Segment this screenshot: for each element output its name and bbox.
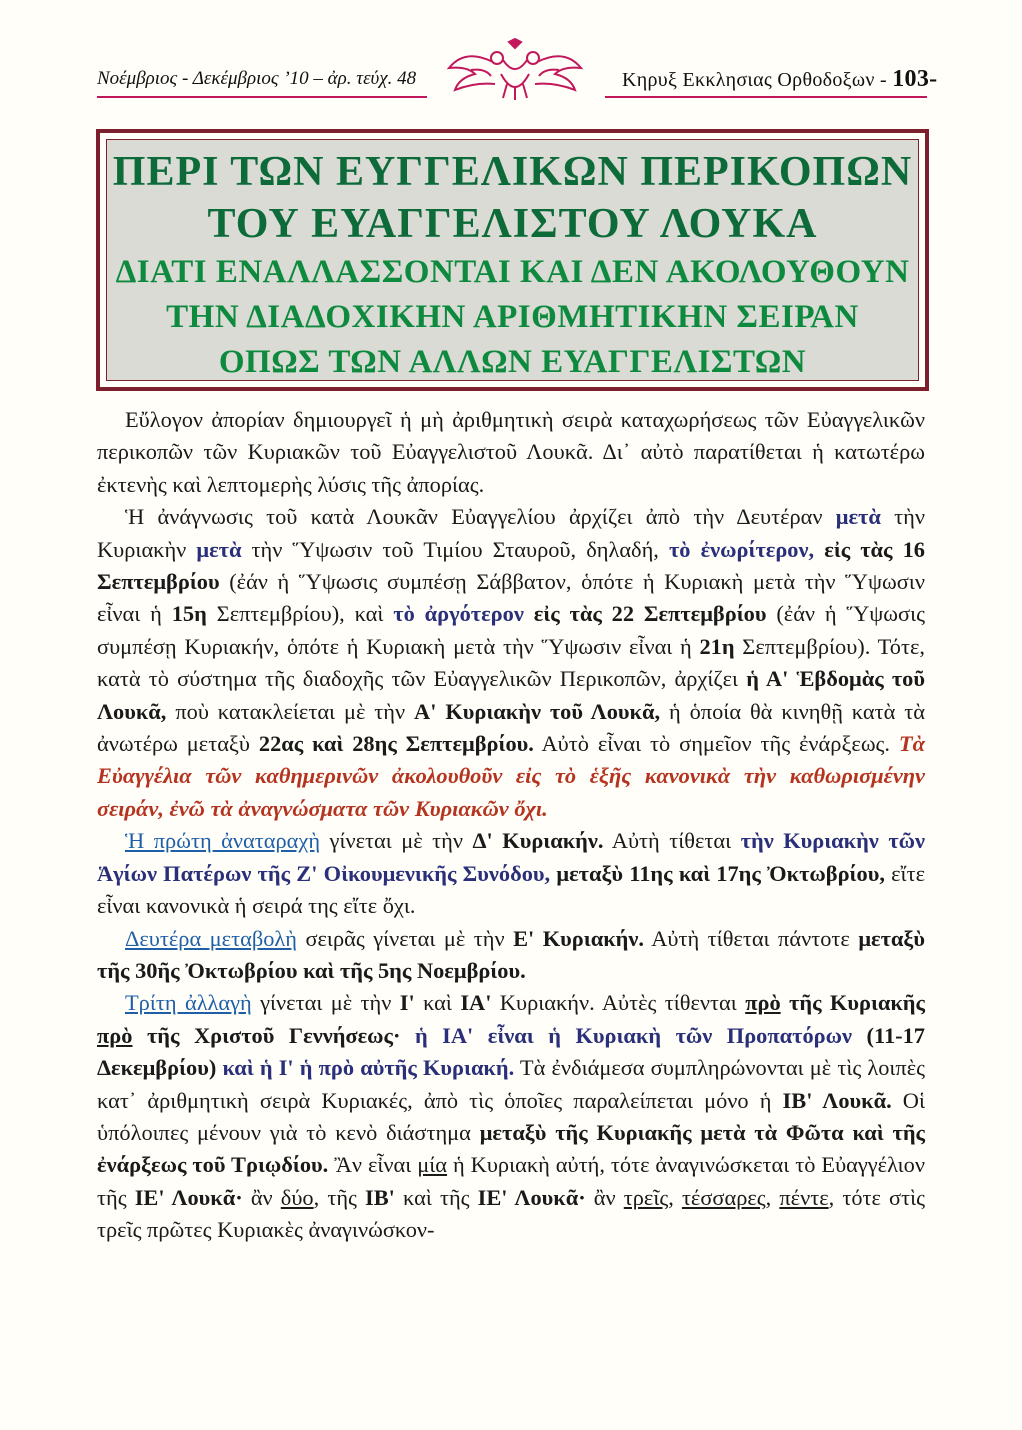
emphasis: 21η [699,633,735,659]
text: καὶ τῆς [394,1184,478,1210]
emphasis: ΙΑ' [460,990,492,1016]
emphasis: καὶ ἡ Ι' ἡ πρὸ αὐτῆς Κυριακή. [222,1055,515,1081]
emphasis: ΙΒ' [365,1184,395,1210]
journal-name: Κηρυξ Εκκλησιας Ορθοδοξων - [622,69,887,91]
text [781,990,789,1015]
emphasis: εἰς τὰς 22 Σεπτεμβρίου [533,601,767,627]
text: Αὐτὸ εἶναι τὸ σημεῖον τῆς ἐνάρξεως. [533,731,899,757]
emphasis: ἡ ΙΑ' εἶναι ἡ Κυριακὴ τῶν Προπατόρων [414,1022,853,1048]
article-body [97,404,925,1247]
emphasis: μεταξὺ τῆς 30ῆς Ὀκτωβρίου καὶ τῆς 5ης Νοεμβρίου. [97,925,925,983]
paragraph-intro: Εὔλογον ἀπορίαν δημιουργεῖ ἡ μὴ ἀριθμητικὴ σειρὰ καταχωρήσεως τῶν Εὐαγγελικῶν περικοπῶν τῶν Κυριακῶν τοῦ Εὐαγγελιστοῦ Λουκᾶ. Δι᾽ αὐτὸ παρατίθεται ἡ κατωτέρω ἐκτενὴς καὶ λεπτομερὴς λύσις τῆς ἀπορίας. [97,407,925,497]
text: ἡ ὁποία θὰ κινηθῇ κατὰ τὰ ἀνωτέρω μεταξὺ [97,698,925,757]
emphasis: μεταξὺ τῆς Κυριακῆς μετὰ τὰ Φῶτα καὶ τῆς ἐνάρξεως τοῦ Τριῳδίου. [97,1119,926,1178]
emphasis: πρὸ [97,1022,133,1048]
text: σειρᾶς γίνεται μὲ τὴν [296,925,514,951]
paragraph-first-change [97,825,925,922]
page-header [0,0,1022,110]
emphasis: ΙΕ' Λουκᾶ· [477,1184,586,1210]
text: Ἡ ἀνάγνωσις τοῦ κατὰ Λουκᾶν Εὐαγγελίου ἀρχίζει ἀπὸ τὴν Δευτέραν [125,504,836,530]
second-change-link: Δευτέρα μεταβολὴ [125,925,297,951]
title-box [96,129,929,391]
text: καὶ [414,990,461,1016]
text [132,1023,147,1048]
underlined: δύο [280,1184,314,1210]
underlined: τρεῖς [623,1184,669,1210]
emphasis: πρὸ [745,990,781,1016]
first-change-link: Ἡ πρώτη ἀναταραχὴ [125,828,321,854]
third-change-link: Τρίτη ἀλλαγὴ [125,990,252,1016]
text [814,537,824,562]
emphasis: (11-17 Δεκεμβρίου) [97,1022,925,1081]
text: Κυριακήν. Αὐτὲς τίθενται [491,990,746,1016]
text: Αὐτὴ τίθεται [603,828,741,854]
subtitle-line-2: ΤΗΝ ΔΙΑΔΟΧΙΚΗΝ ΑΡΙΘΜΗΤΙΚΗΝ ΣΕΙΡΑΝ [166,299,859,335]
text: (ἐάν ἡ Ὕψωσις συμπέσῃ Σάββατον, ὁπότε ἡ Κυριακὴ μετὰ τὴν Ὕψωσιν εἶναι ἡ [97,569,925,627]
emphasis: Δ' Κυριακήν. [472,828,604,854]
header-rule-right [605,96,927,98]
text: , [668,1184,682,1210]
text: Σεπτεμβρίου), καὶ [206,601,394,627]
emphasis: Ι' [399,990,415,1016]
text: Ἂν εἶναι [328,1152,418,1178]
text: Οἱ ὑπόλοιπες μένουν γιὰ τὸ κενὸ διάστημα [97,1087,925,1145]
emphasis: τὴν Κυριακὴν τῶν Ἁγίων Πατέρων τῆς Ζ' Οἰκουμενικῆς Συνόδου, [97,828,926,886]
emphasis: 22ας καὶ 28ης Σεπτεμβρίου. [258,731,534,757]
text: ἂν [585,1184,624,1210]
text: , τῆς [313,1184,366,1210]
text [400,1023,415,1048]
text: τὴν Ὕψωσιν τοῦ Τιμίου Σταυροῦ, δηλαδή, [241,536,669,562]
text: τὴν Κυριακὴν [97,504,925,562]
text: Τὰ ἐνδιάμεσα συμπληρώνονται μὲ τὶς λοιπὲς κατ᾽ ἀριθμητικὴ σειρὰ Κυριακές, ἀπὸ τὶς ὁποῖες παραλείπεται μόνο ἡ [97,1055,926,1113]
text: , [765,1184,780,1210]
emphasis: Ε' Κυριακήν. [513,925,644,951]
text: Σεπτεμβρίου). Τότε, κατὰ τὸ σύστημα τῆς διαδοχῆς τῶν Εὐαγγελικῶν Περικοπῶν, ἀρχίζει [97,633,925,692]
emphasis: μετὰ [196,536,242,562]
text: εἴτε εἶναι κανονικὰ ἡ σειρά της εἴτε ὄχι. [97,860,925,919]
emphasis: ΙΒ' Λουκᾶ. [782,1087,892,1113]
text [524,601,534,626]
double-headed-eagle-icon [445,38,585,102]
header-rule-left [97,96,427,98]
emphasis: ΙΕ' Λουκᾶ· [134,1184,243,1210]
emphasis: ἡ Α' Ἑβδομὰς τοῦ Λουκᾶ, [97,666,925,724]
text: (ἐάν ἡ Ὕψωσις συμπέσῃ Κυριακήν, ὁπότε ἡ Κυριακὴ μετὰ τὴν Ὕψωσιν εἶναι ἡ [97,601,926,659]
text: , τότε στὶς τρεῖς πρῶτες Κυριακὲς ἀναγινώσκον- [97,1184,925,1243]
emphasis: μετὰ [835,504,881,530]
page-number: 103- [892,66,938,92]
subtitle-line-1: ΔΙΑΤΙ ΕΝΑΛΛΑΣΣΟΝΤΑΙ ΚΑΙ ΔΕΝ ΑΚΟΛΟΥΘΟΥΝ [115,254,910,290]
title-line-1: ΠΕΡΙ ΤΩΝ ΕΥΓΓΕΛΙΚΩΝ ΠΕΡΙΚΟΠΩΝ [112,149,913,195]
emphasis: 15η [171,601,207,627]
subtitle-line-3: ΟΠΩΣ ΤΩΝ ΑΛΛΩΝ ΕΥΑΓΓΕΛΙΣΤΩΝ [218,344,807,380]
highlight-red: Τὰ Εὐαγγέλια τῶν καθημερινῶν ἀκολουθοῦν εἰς τὸ ἑξῆς κανονικὰ τὴν καθωρισμένην σειράν, ἐνῶ τὰ ἀναγνώσματα τῶν Κυριακῶν ὄχι. [97,731,925,821]
text: ποὺ κατακλείεται μὲ τὴν [166,698,415,724]
text: ἡ Κυριακὴ αὐτή, τότε ἀναγινώσκεται τὸ Εὐαγγέλιον τῆς [97,1152,926,1210]
underlined: πέντε [779,1184,829,1210]
paragraph-third-change [97,987,925,1246]
paragraph-second-change [97,923,925,988]
emphasis: μεταξὺ 11ης καὶ 17ης Ὀκτωβρίου, [556,860,885,886]
emphasis: Α' Κυριακὴν τοῦ Λουκᾶ, [414,698,661,724]
title-inner [106,139,919,381]
title-line-2: ΤΟΥ ΕΥΑΓΓΕΛΙΣΤΟΥ ΛΟΥΚΑ [207,201,818,247]
text: Αὐτὴ τίθεται πάντοτε [643,925,859,951]
text: γίνεται μὲ τὴν [320,828,473,854]
text: ἂν [242,1184,281,1210]
underlined: τέσσαρες [681,1184,766,1210]
emphasis: τὸ ἐνωρίτερον, [668,536,815,562]
text [852,1023,867,1048]
emphasis: τῆς Κυριακῆς [789,990,925,1016]
journal-title [622,66,937,93]
emphasis: τὸ ἀργότερον [393,601,524,627]
emphasis: εἰς τὰς 16 Σεπτεμβρίου [97,536,925,595]
issue-info: Νοέμβριος - Δεκέμβριος ’10 – ἀρ. τεύχ. 48 [97,68,417,89]
underlined: μία [417,1152,448,1178]
paragraph-reading-start [97,501,925,825]
text: γίνεται μὲ τὴν [251,990,400,1016]
emphasis: τῆς Χριστοῦ Γεννήσεως· [146,1022,401,1048]
